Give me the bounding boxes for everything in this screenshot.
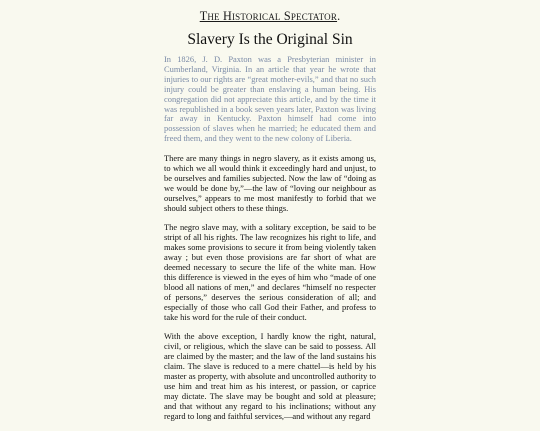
article-intro: In 1826, J. D. Paxton was a Presbyterian minister in Cumberland, Virginia. In an article that year he wrote that injuries to our rights are “great mother-evils,” and that no such injury could be greater than enslaving a human being. His congregation did not appreciate this article, and by the time it was republished in a book seven years later, Paxton was living far away in Kentucky. Paxton himself had come into possession of slaves when he married; he educated them and freed them, and they went to the new colony of Liberia. xyxy=(164,54,376,144)
masthead-period: . xyxy=(337,9,341,23)
site-masthead xyxy=(0,9,540,24)
article-paragraph-1: There are many things in negro slavery, as it exists among us, to which we all would think it exceedingly hard and unjust, to be ourselves and families subjected. Now the law of “doing as we would be done by,”—the law of “loving our neighbour as ourselves,” appears to me most manifestly to forbid that we should subject others to these things. xyxy=(164,153,376,213)
article-body xyxy=(164,55,376,431)
article-paragraph-2: The negro slave may, with a solitary exception, be said to be stript of all his rights. The law recognizes his right to life, and makes some provisions to secure it from being violently taken away ; but even those provisions are far short of what are deemed necessary to secure the life of the white man. How this difference is viewed in the eyes of him who “made of one blood all nations of men,” and declares “himself no respecter of persons,” deserves the serious consideration of all; and especially of those who call God their Father, and profess to take his word for the rule of their conduct. xyxy=(164,222,376,322)
site-title-link[interactable]: The Historical Spectator xyxy=(199,9,338,23)
article-paragraph-3: With the above exception, I hardly know the right, natural, civil, or religious, which the slave can be said to possess. All are claimed by the master; and the law of the land sustains his claim. The slave is reduced to a mere chattel—is held by his master as property, with absolute and uncontrolled authority to use him and treat him as his interest, or passion, or caprice may dictate. The slave may be bought and sold at pleasure; and that without any regard to his inclinations; without any regard to long and faithful services,—and without any regard xyxy=(164,331,376,421)
article-title: Slavery Is the Original Sin xyxy=(187,31,353,48)
